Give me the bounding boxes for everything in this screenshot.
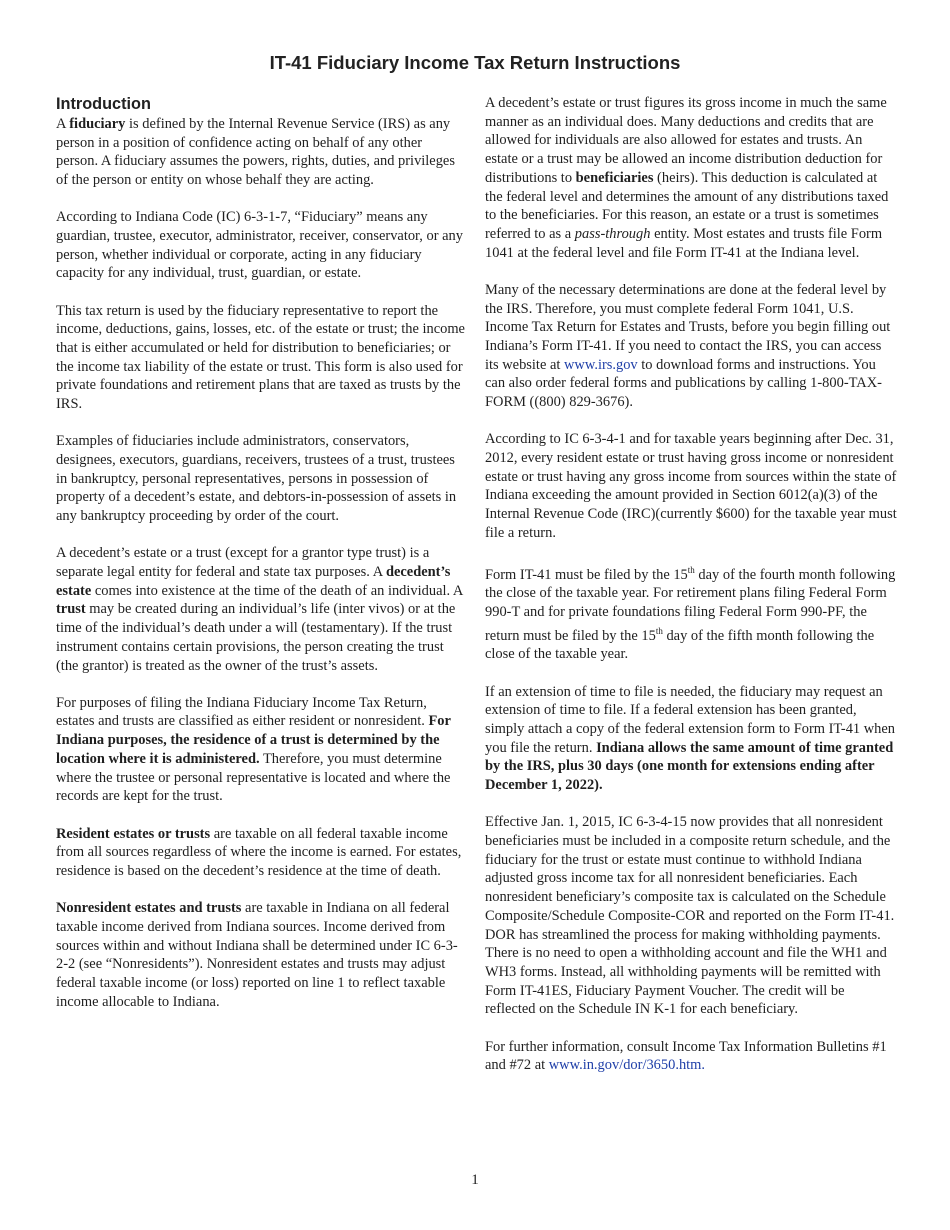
- paragraph-further-information: For further information, consult Income Tax Information Bulletins #1 and #72 at www.in.gov/dor/3650.htm.: [485, 1038, 887, 1074]
- right-column: [485, 94, 897, 1093]
- paragraph-federal-determinations: Many of the necessary determinations are done at the federal level by the IRS. Therefore, you must complete federal Form 1041, U.S. Income Tax Return for Estates and Trusts, before you begin filling out Indiana’s Form IT-41. If you need to contact the IRS, you can access its website at www.irs.gov to download forms and instructions. You can also order federal forms and publications by calling 1-800-TAX-FORM ((800) 829-3676).: [485, 281, 891, 411]
- paragraph-filing-requirement: According to IC 6-3-4-1 and for taxable years beginning after Dec. 31, 2012, every resident estate or trust having gross income or nonresident estate or trust having any gross income from sources within the state of Indiana exceeding the amount provided in Section 6012(a)(3) of the Internal Revenue Code (IRC)(currently $600) for the taxable year must file a return.: [485, 431, 897, 541]
- term-fiduciary: fiduciary: [69, 116, 126, 132]
- extension-rule: Indiana allows the same amount of time granted by the IRS, plus 30 days (one month for extensions ending after December 1, 2022).: [485, 739, 894, 794]
- paragraph-gross-income: A decedent’s estate or trust figures its gross income in much the same manner as an individual does. Many deductions and credits that are allowed for individuals are also allowed for estates and trusts. An estate or a trust may be allowed an income distribution deduction for distributions to beneficiaries (heirs). This deduction is calculated at the federal level and determines the amount of any distributions taxed to the beneficiaries. For this reason, an estate or a trust is sometimes referred to as a pass-through entity. Most estates and trusts file Form 1041 at the federal level and file Form IT-41 at the Indiana level.: [485, 95, 889, 261]
- paragraph-fiduciary-examples: Examples of fiduciaries include administrators, conservators, designees, executors, guardians, receivers, trustees of a trust, trustees in bankruptcy, personal representatives, persons in possession of property of a decedent’s estate, and debtors-in-possession of assets in any bankruptcy proceeding by order of the court.: [56, 433, 457, 525]
- irs-website-link[interactable]: www.irs.gov: [564, 356, 638, 373]
- paragraph-legal-entity: A decedent’s estate or a trust (except for a grantor type trust) is a separate legal entity for federal and state tax purposes. A decedent’s estate comes into existence at the time of the death of an individual. A trust may be created during an individual’s life (inter vivos) or at the time of the individual’s death under a will (testamentary). If the trust instrument contains certain provisions, the person creating the trust (the grantor) is treated as the owner of the trust’s assets.: [56, 545, 463, 674]
- term-pass-through: pass-through: [574, 225, 651, 242]
- residence-rule: For Indiana purposes, the residence of a trust is determined by the location where it is administered.: [56, 713, 451, 767]
- paragraph-resident-estates: Resident estates or trusts are taxable on all federal taxable income from all sources regardless of where the income is earned. For estates, residence is based on the decedent’s residence at the time of death.: [56, 825, 462, 879]
- left-column: [56, 94, 466, 1030]
- term-resident-estates: Resident estates or trusts: [56, 825, 211, 842]
- paragraph-fiduciary-definition: A fiduciary is defined by the Internal Revenue Service (IRS) as any person in a position of confidence acting on behalf of any other person. A fiduciary assumes the powers, rights, duties, and privileges of the person or entity on whose behalf they are acting.: [56, 116, 455, 189]
- paragraph-nonresident-estates: Nonresident estates and trusts are taxable in Indiana on all federal taxable income derived from Indiana sources. Income derived from sources within and without Indiana shall be determined under IC 6-3-2-2 (see “Nonresidents”). Nonresident estates and trusts may adjust federal taxable income (or loss) reported on line 1 to reflect taxable income allocable to Indiana.: [56, 900, 458, 1010]
- term-nonresident-estates: Nonresident estates and trusts: [56, 900, 242, 917]
- term-trust: trust: [56, 601, 86, 618]
- dor-bulletins-link[interactable]: www.in.gov/dor/3650.htm.: [548, 1057, 706, 1074]
- paragraph-filing-deadline: Form IT-41 must be filed by the 15th day of the fourth month following the close of the taxable year. For retirement plans filing Federal Form 990-T and for private foundations filing Federal Form 990-PF, the return must be filed by the 15th day of the fifth month following the close of the taxable year.: [485, 564, 896, 663]
- paragraph-tax-return-use: This tax return is used by the fiduciary representative to report the income, deductions, gains, losses, etc. of the estate or trust; the income that is either accumulated or held for distribution to beneficiaries; or the income tax liability of the estate or trust. This form is also used for private foundations and retirement plans that are taxed as trusts by the IRS.: [56, 302, 465, 413]
- paragraph-extension: If an extension of time to file is needed, the fiduciary may request an extension of time to file. If a federal extension has been granted, simply attach a copy of the federal extension form to Form IT-41 when you file the return. Indiana allows the same amount of time granted by the IRS, plus 30 days (one month for extensions ending after December 1, 2022).: [485, 683, 896, 794]
- term-beneficiaries: beneficiaries: [575, 169, 654, 186]
- introduction-heading: Introduction: [56, 95, 151, 113]
- paragraph-composite-return: Effective Jan. 1, 2015, IC 6-3-4-15 now provides that all nonresident beneficiaries must be included in a composite return schedule, and the fiduciary for the trust or estate must continue to withhold Indiana adjusted gross income tax for all nonresident beneficiaries. Each nonresident beneficiary’s composite tax is calculated on the Schedule Composite/Schedule Composite-COR and reported on the Form IT-41. DOR has streamlined the process for making withholding payments. There is no need to open a withholding account and file the WH1 and WH3 forms. Instead, all withholding payments will be remitted with Form IT-41ES, Fiduciary Payment Voucher. The credit will be reflected on the Schedule IN K-1 for each beneficiary.: [485, 814, 895, 1018]
- term-decedents-estate: decedent’s estate: [56, 564, 451, 599]
- paragraph-residence-classification: For purposes of filing the Indiana Fiduciary Income Tax Return, estates and trusts are classified as either resident or nonresident. For Indiana purposes, the residence of a trust is determined by the location where it is administered. Therefore, you must determine where the trustee or personal representative is located and where the records are kept for the trust.: [56, 694, 451, 805]
- page-number: 1: [471, 1172, 479, 1188]
- document-title: IT-41 Fiduciary Income Tax Return Instructions: [269, 52, 681, 73]
- paragraph-indiana-code: According to Indiana Code (IC) 6-3-1-7, “Fiduciary” means any guardian, trustee, executor, administrator, receiver, conservator, or any person, whether individual or corporate, acting in any fiduciary capacity for any individual, trust, guardian, or estate.: [56, 209, 463, 282]
